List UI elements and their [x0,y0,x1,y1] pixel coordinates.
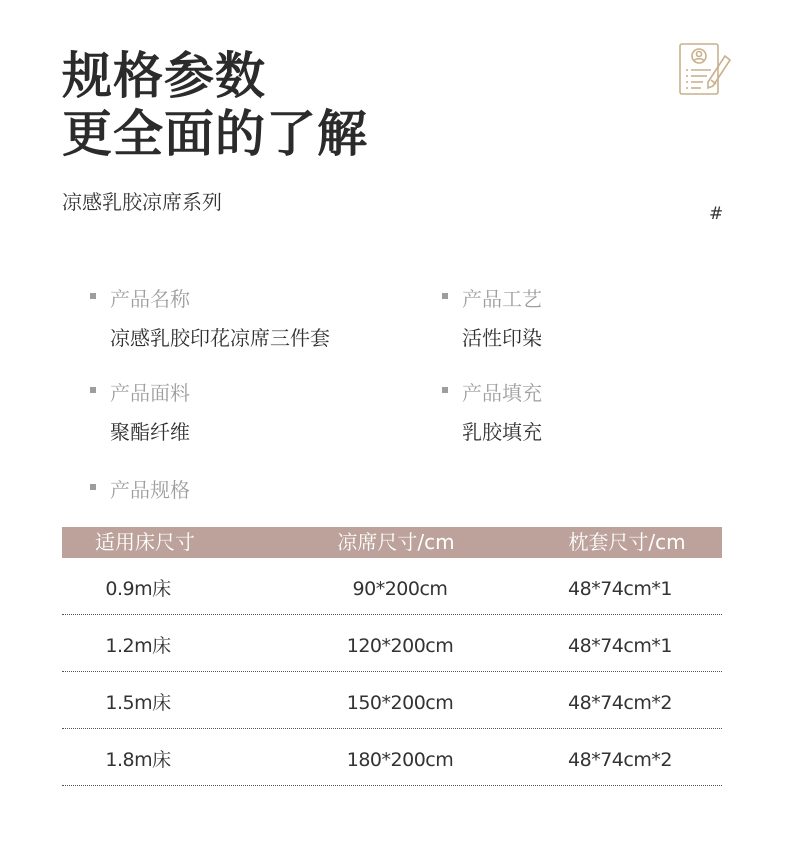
cell-mat-size: 150*200cm [346,692,454,714]
cell-mat-size: 180*200cm [346,749,454,771]
series-subtitle: 凉感乳胶凉席系列 [62,190,222,214]
table-row [62,729,722,786]
spec-label: 产品规格 [110,478,190,502]
header-bed-size: 适用床尺寸 [95,530,195,554]
table-row [62,558,722,615]
cell-mat-size: 120*200cm [346,635,454,657]
spec-product-size [110,474,190,503]
spec-value: 乳胶填充 [462,420,542,444]
hash-mark: # [709,204,724,224]
spec-product-craft [462,283,542,351]
cell-bed-size: 0.9m床 [105,578,171,600]
spec-product-filling [462,377,542,445]
cell-pillowcase-size: 48*74cm*2 [568,749,672,771]
cell-pillowcase-size: 48*74cm*1 [568,635,672,657]
spec-label: 产品面料 [110,381,190,405]
spec-label: 产品名称 [110,287,190,311]
bullet-icon [90,484,96,490]
table-row [62,672,722,729]
table-row [62,615,722,672]
spec-product-name [110,283,330,351]
bullet-icon [90,387,96,393]
cell-pillowcase-size: 48*74cm*2 [568,692,672,714]
cell-bed-size: 1.8m床 [105,749,171,771]
spec-product-fabric [110,377,190,445]
spec-label: 产品填充 [462,381,542,405]
resume-pen-icon [677,42,733,98]
table-header [62,527,722,558]
size-table [62,527,722,786]
bullet-icon [442,293,448,299]
spec-value: 活性印染 [462,326,542,350]
page-title-line-2: 更全面的了解 [62,105,368,163]
cell-pillowcase-size: 48*74cm*1 [568,578,672,600]
page-title-line-1: 规格参数 [62,47,266,105]
spec-label: 产品工艺 [462,287,542,311]
header-mat-size: 凉席尺寸/cm [337,530,455,554]
cell-bed-size: 1.5m床 [105,692,171,714]
bullet-icon [442,387,448,393]
bullet-icon [90,293,96,299]
spec-value: 聚酯纤维 [110,420,190,444]
cell-bed-size: 1.2m床 [105,635,171,657]
header-pillowcase-size: 枕套尺寸/cm [568,530,686,554]
cell-mat-size: 90*200cm [352,578,448,600]
spec-value: 凉感乳胶印花凉席三件套 [110,326,330,350]
